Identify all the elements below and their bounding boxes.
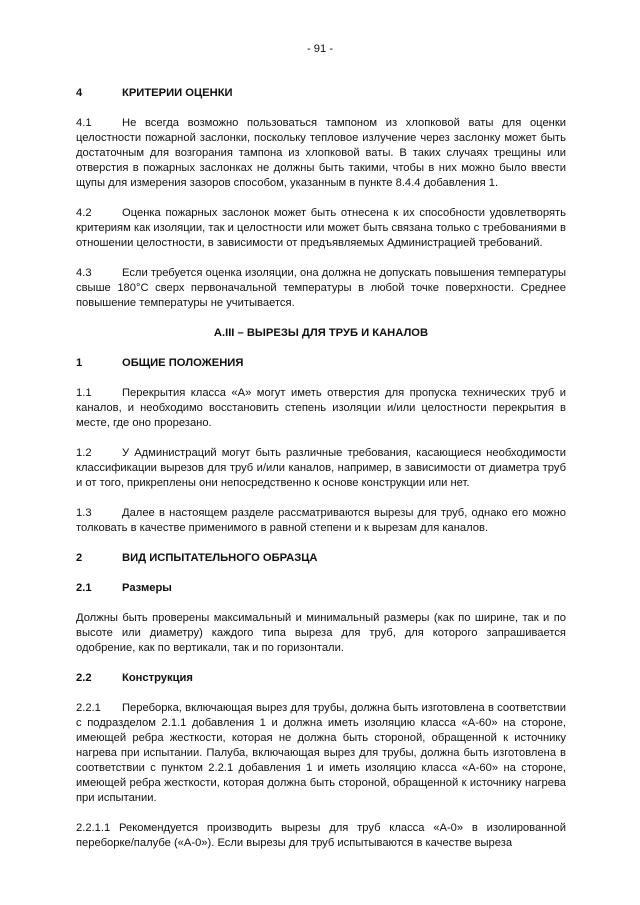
paragraph-text: Не всегда возможно пользоваться тампоном из хлопковой ваты для оценки целостности пожарной заслонки, поскольку тепловое излучение через заслонку может быть достаточным для возгорания тампона из хлопковой ваты. В таких случаях трещины или отверстия в пожарных заслонках не должны быть такими, чтобы в них можно было ввести щупы для измерения зазоров способом, указанным в пункте 8.4.4 добавления 1.: [76, 117, 566, 189]
section-number: 1: [76, 357, 83, 369]
page-number: - 91 -: [306, 43, 334, 55]
section-4-heading: [76, 86, 566, 101]
paragraph-text: Перекрытия класса «А» могут иметь отверстия для пропуска технических труб и каналов, и необходимо восстановить степень изоляции и/или целостности перекрытия в месте, где оно прорезано.: [76, 387, 566, 429]
subsection-title: Размеры: [122, 582, 172, 594]
section-title: КРИТЕРИИ ОЦЕНКИ: [122, 87, 233, 99]
section-title: ВИД ИСПЫТАТЕЛЬНОГО ОБРАЗЦА: [122, 552, 318, 564]
subsection-number: 2.2: [76, 672, 92, 684]
paragraph-text: Оценка пожарных заслонок может быть отнесена к их способности удовлетворять критериям как изоляции, так и целостности или может быть связана только с требованиями в отношении целостности, в зависимости от предъявляемых Администрацией требований.: [76, 207, 566, 249]
document-body: [76, 86, 566, 851]
paragraph-number: 1.3: [76, 507, 92, 519]
paragraph-4-2: [76, 206, 566, 251]
paragraph-number: 4.1: [76, 117, 92, 129]
paragraph-text: Если требуется оценка изоляции, она должна не допускать повышения температуры свыше 180°C сверх первоначальной температуры в любой точке поверхности. Среднее повышение температуры не учитывается.: [76, 267, 566, 309]
paragraph-number: 2.2.1.1: [76, 822, 111, 834]
paragraph-number: 1.1: [76, 387, 92, 399]
section-2-heading: [76, 551, 566, 566]
subsection-number: 2.1: [76, 582, 92, 594]
section-number: 4: [76, 87, 83, 99]
paragraph-1-1: [76, 386, 566, 431]
section-title: ОБЩИЕ ПОЛОЖЕНИЯ: [122, 357, 244, 369]
paragraph-number: 2.2.1: [76, 702, 101, 714]
paragraph-2-2-1-1: [76, 821, 566, 851]
paragraph-1-2: [76, 446, 566, 491]
paragraph-text: Переборка, включающая вырез для трубы, должна быть изготовлена в соответствии с подразделом 2.1.1 добавления 1 и должна иметь изоляцию класса «А-60» на стороне, имеющей ребра жесткости, которая не должна быть стороной, обращенной к источнику нагрева при испытании. Палуба, включающая вырез для трубы, должна быть изготовлена в соответствии с пунктом 2.2.1 добавления 1 и иметь изоляцию класса «А-60» на стороне, имеющей ребра жесткости, которая должна быть стороной, обращенной к источнику нагрева при испытании.: [76, 702, 566, 804]
part-title: A.III – ВЫРЕЗЫ ДЛЯ ТРУБ И КАНАЛОВ: [213, 327, 429, 339]
paragraph-text: Далее в настоящем разделе рассматриваются вырезы для труб, однако его можно толковать в качестве применимого в равной степени и к вырезам для каналов.: [76, 507, 566, 534]
section-number: 2: [76, 552, 83, 564]
subsection-2-2-heading: [76, 671, 566, 686]
paragraph-2-1: Должны быть проверены максимальный и минимальный размеры (как по ширине, так и по высоте или диаметру) каждого типа выреза для труб, для которого запрашивается одобрение, как по вертикали, так и по горизонтали.: [76, 612, 566, 654]
paragraph-number: 4.2: [76, 207, 92, 219]
paragraph-1-3: [76, 506, 566, 536]
subsection-title: Конструкция: [122, 672, 193, 684]
paragraph-number: 1.2: [76, 447, 92, 459]
paragraph-text: Рекомендуется производить вырезы для труб класса «А-0» в изолированной переборке/палубе («А-0»). Если вырезы для труб испытываются в качестве выреза: [76, 822, 566, 849]
paragraph-number: 4.3: [76, 267, 92, 279]
paragraph-4-1: [76, 116, 566, 191]
subsection-2-1-heading: [76, 581, 566, 596]
paragraph-text: У Администраций могут быть различные требования, касающиеся необходимости классификации вырезов для труб и/или каналов, например, в зависимости от диаметра труб и от того, прикреплены они непосредственно к основе конструкции или нет.: [76, 447, 566, 489]
paragraph-4-3: [76, 266, 566, 311]
paragraph-2-2-1: [76, 701, 566, 806]
section-1-heading: [76, 356, 566, 371]
